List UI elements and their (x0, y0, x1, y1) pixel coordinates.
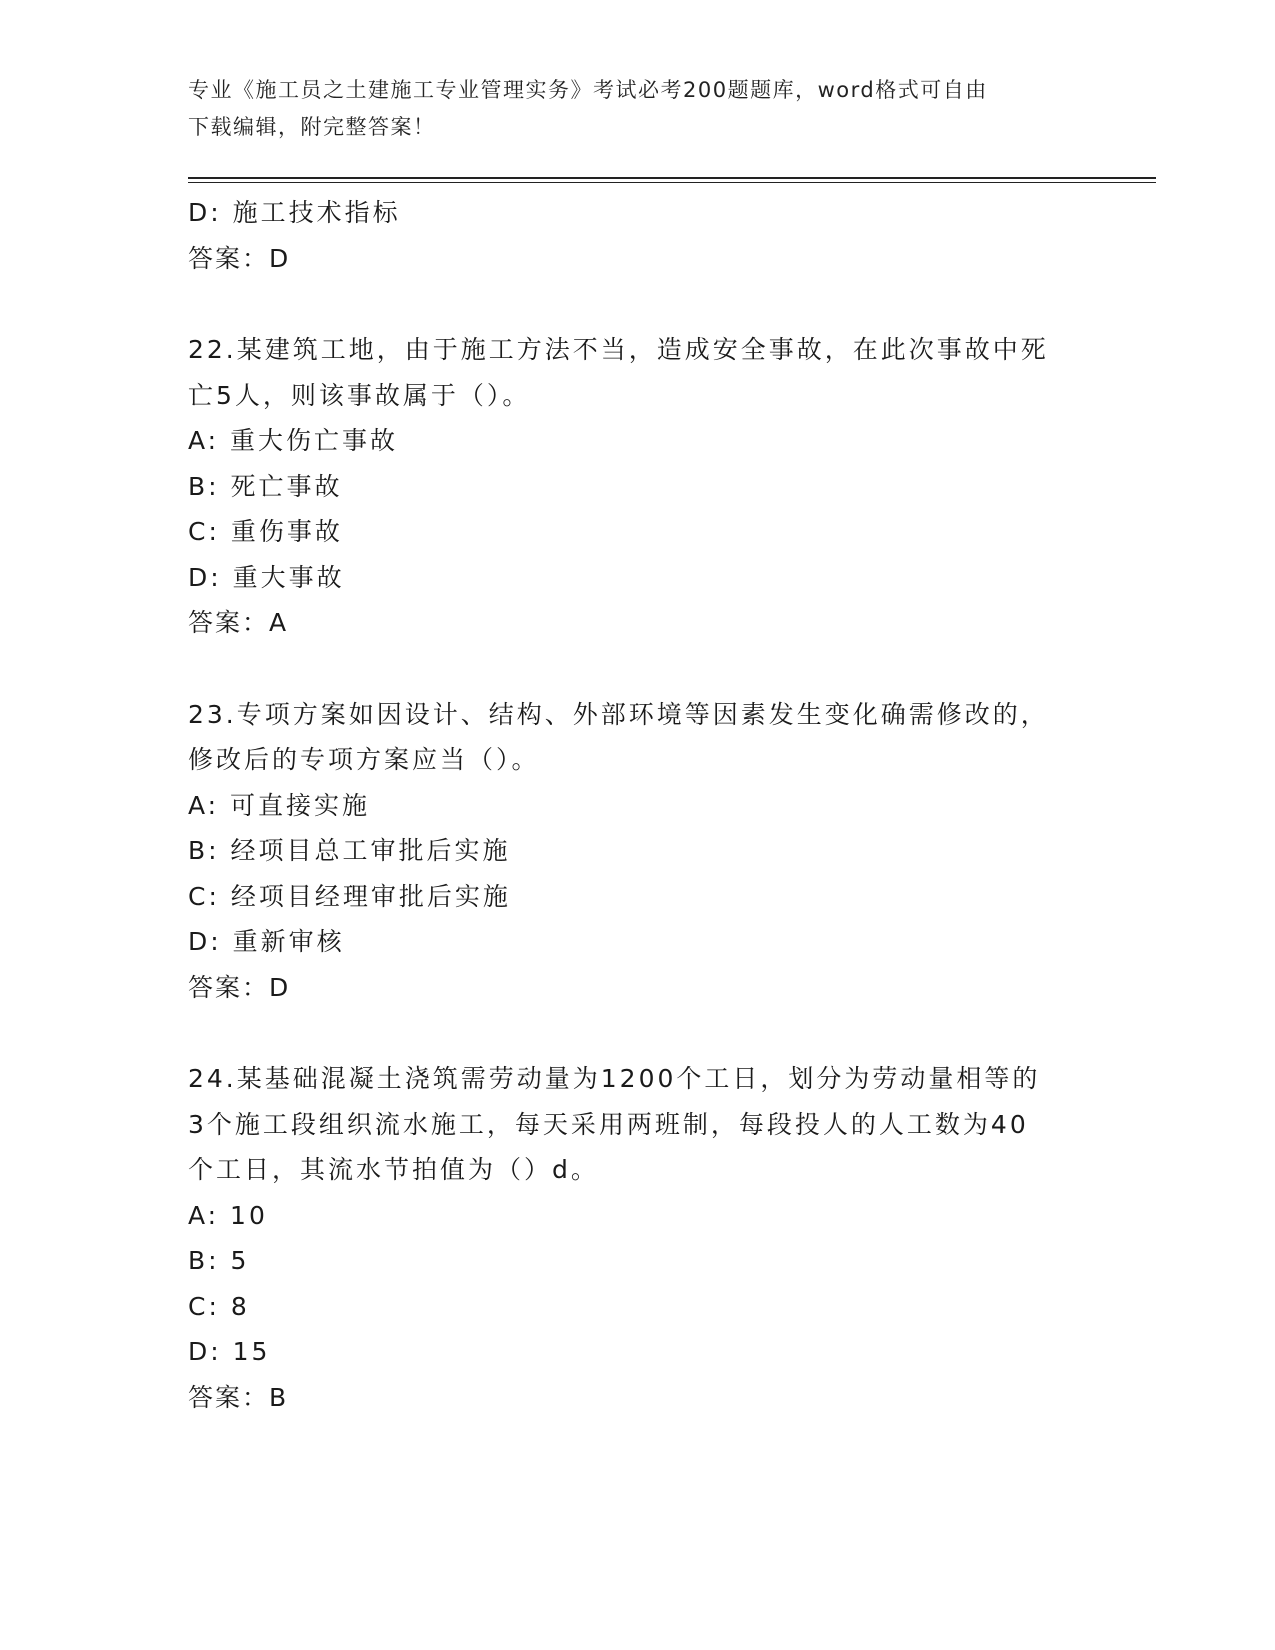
question-stem-line: 个工日，其流水节拍值为（）d。 (188, 1155, 599, 1184)
question-stem-line: 3个施工段组织流水施工，每天采用两班制，每段投人的人工数为40 (188, 1109, 1029, 1139)
option-b: B: 经项目总工审批后实施 (188, 836, 511, 865)
question-23 (188, 692, 1088, 1011)
spacer (188, 281, 1088, 327)
option-c: C: 8 (188, 1291, 250, 1321)
option-a: A: 重大伤亡事故 (188, 426, 399, 455)
spacer (188, 646, 1088, 692)
question-24 (188, 1056, 1088, 1420)
header-title-line-1: 专业《施工员之土建施工专业管理实务》考试必考200题题库，word格式可自由 (188, 78, 988, 102)
answer-line: 答案：B (188, 1382, 289, 1412)
option-c: C: 经项目经理审批后实施 (188, 881, 511, 911)
answer-line: 答案：D (188, 243, 291, 273)
question-stem-line: 亡5人，则该事故属于（）。 (188, 380, 531, 410)
option-b: B: 5 (188, 1246, 250, 1275)
question-stem-line: 22.某建筑工地，由于施工方法不当，造成安全事故，在此次事故中死 (188, 335, 1049, 364)
question-21-tail (188, 190, 1088, 281)
header-title-line-2: 下载编辑，附完整答案！ (188, 115, 436, 139)
option-d: D: 15 (188, 1337, 271, 1366)
question-list (188, 190, 1088, 1420)
option-a: A: 10 (188, 1200, 268, 1230)
question-stem-line: 24.某基础混凝土浇筑需劳动量为1200个工日，划分为劳动量相等的 (188, 1064, 1041, 1093)
option-d: D: 施工技术指标 (188, 198, 401, 227)
option-a: A: 可直接实施 (188, 790, 371, 820)
question-stem-line: 修改后的专项方案应当（）。 (188, 745, 540, 774)
answer-line: 答案：A (188, 608, 289, 637)
option-d: D: 重大事故 (188, 562, 345, 592)
question-stem-line: 23.专项方案如因设计、结构、外部环境等因素发生变化确需修改的， (188, 699, 1049, 729)
question-22 (188, 327, 1088, 646)
header-divider-thin (188, 182, 1156, 183)
spacer (188, 1010, 1088, 1056)
header-divider-thick (188, 177, 1156, 179)
option-c: C: 重伤事故 (188, 517, 343, 546)
answer-line: 答案：D (188, 972, 291, 1002)
option-b: B: 死亡事故 (188, 471, 343, 501)
document-header (188, 72, 1088, 146)
option-d: D: 重新审核 (188, 927, 345, 956)
